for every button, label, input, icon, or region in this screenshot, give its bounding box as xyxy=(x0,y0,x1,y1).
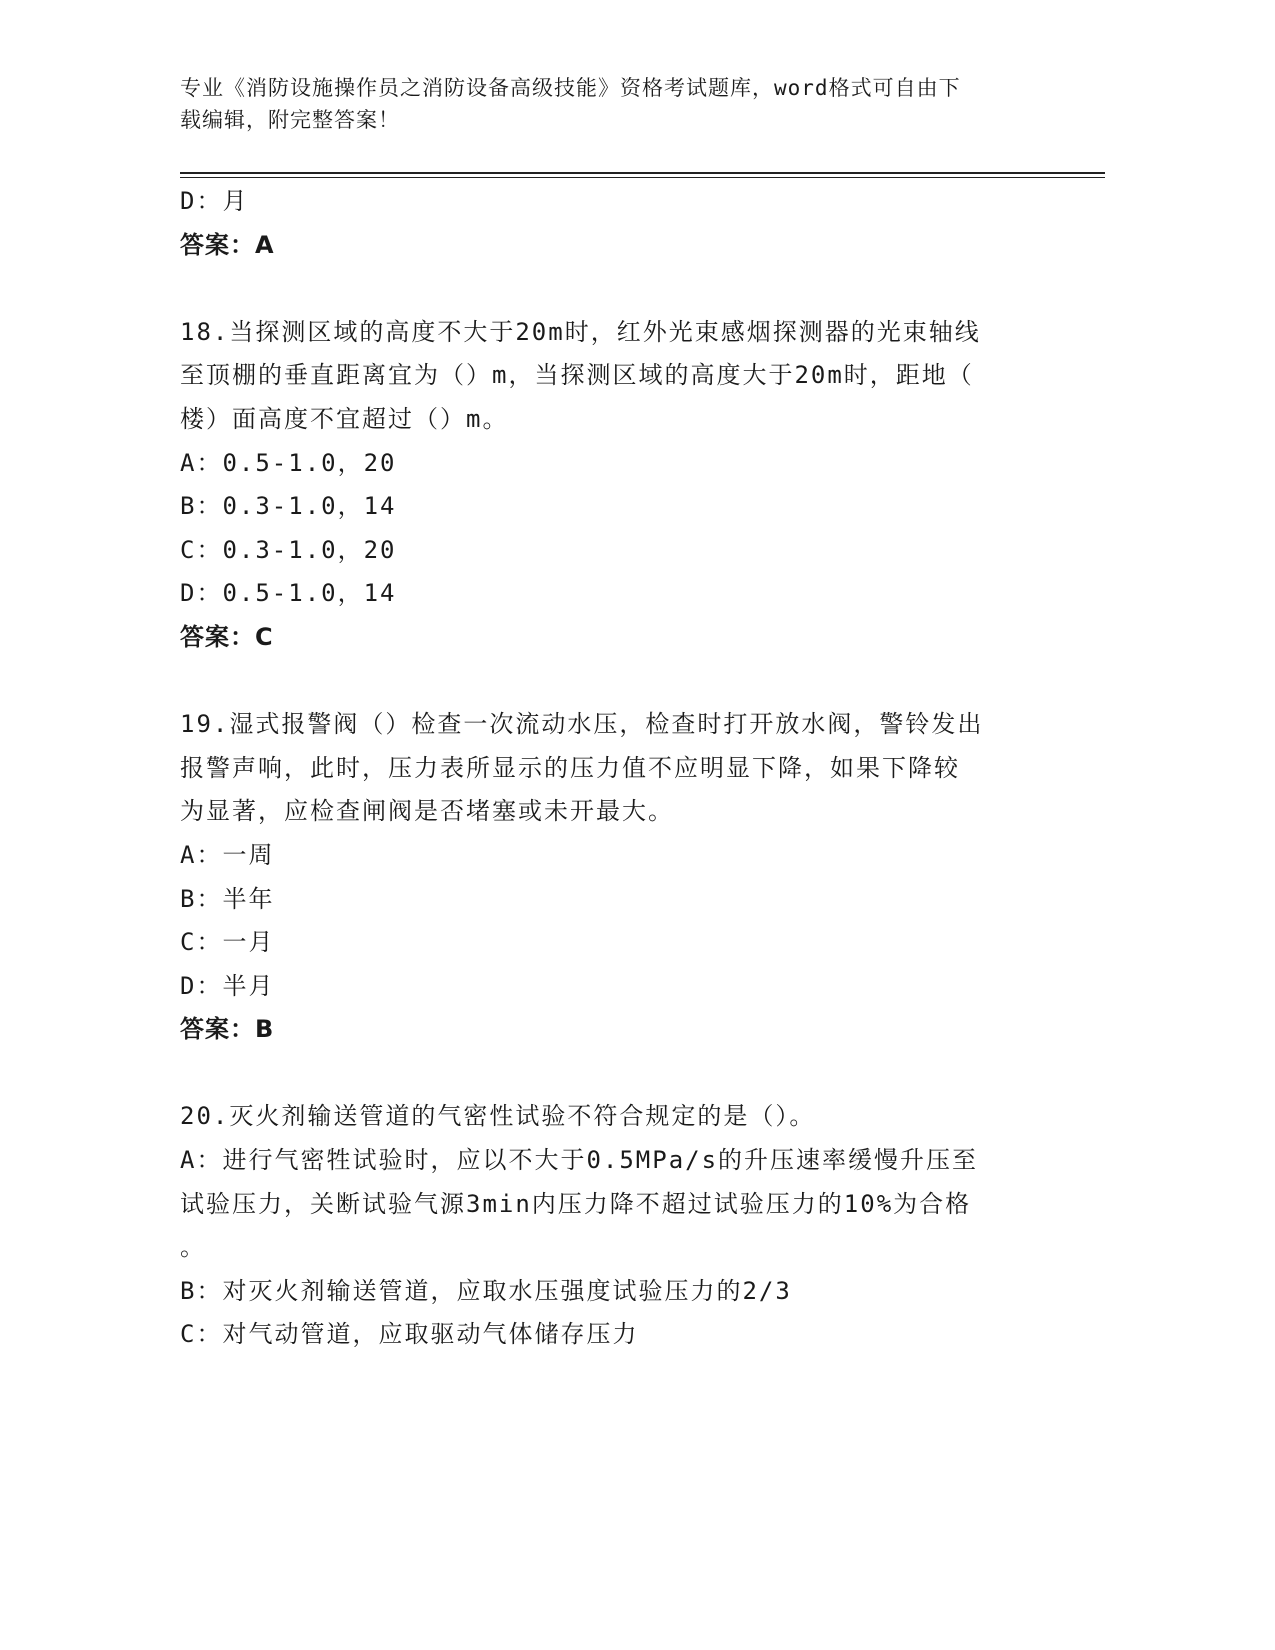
option-a: A：进行气密牲试验时，应以不大于0.5MPa/s的升压速率缓慢升压至 xyxy=(180,1146,979,1175)
header-rule-thick xyxy=(180,172,1105,174)
spacer xyxy=(180,267,1040,311)
question-18 xyxy=(180,311,1040,660)
option-a: A：0.5-1.0，20 xyxy=(180,448,397,477)
document-header xyxy=(180,72,1060,136)
header-line-1: 专业《消防设施操作员之消防设备高级技能》资格考试题库，word格式可自由下 xyxy=(180,76,961,100)
option-b: B：半年 xyxy=(180,884,275,913)
option-d: D：0.5-1.0，14 xyxy=(180,579,397,608)
question-text-line: 为显著，应检查闸阀是否堵塞或未开最大。 xyxy=(180,797,674,826)
header-line-2: 载编辑，附完整答案！ xyxy=(180,108,400,132)
option-b: B：0.3-1.0，14 xyxy=(180,492,397,521)
option-c: C：对气动管道，应取驱动气体储存压力 xyxy=(180,1320,639,1349)
option-d: D：半月 xyxy=(180,971,275,1000)
question-text-line: 18.当探测区域的高度不大于20m时，红外光束感烟探测器的光束轴线 xyxy=(180,317,981,346)
option-c: C：0.3-1.0，20 xyxy=(180,535,397,564)
option-d: D：月 xyxy=(180,187,249,215)
option-a: A：一周 xyxy=(180,840,275,869)
spacer xyxy=(180,660,1040,704)
question-text-line: 20.灭火剂输送管道的气密性试验不符合规定的是（）。 xyxy=(180,1102,816,1131)
answer-line: 答案：B xyxy=(180,1015,275,1044)
option-b: B：对灭火剂输送管道，应取水压强度试验压力的2/3 xyxy=(180,1276,792,1305)
option-a-continued: 。 xyxy=(180,1233,206,1262)
answer-line: 答案：A xyxy=(180,230,275,259)
header-rule-thin xyxy=(180,177,1105,178)
document-body xyxy=(180,180,1040,1357)
question-20 xyxy=(180,1095,1040,1357)
spacer xyxy=(180,1052,1040,1096)
previous-question-tail xyxy=(180,180,1040,267)
answer-line: 答案：C xyxy=(180,622,274,651)
option-a-continued: 试验压力，关断试验气源3min内压力降不超过试验压力的10%为合格 xyxy=(180,1189,972,1218)
question-19 xyxy=(180,703,1040,1052)
question-text-line: 19.湿式报警阀（）检查一次流动水压，检查时打开放水阀，警铃发出 xyxy=(180,710,984,739)
question-text-line: 至顶棚的垂直距离宜为（）m，当探测区域的高度大于20m时，距地（ xyxy=(180,361,974,390)
option-c: C：一月 xyxy=(180,928,275,957)
question-text-line: 楼）面高度不宜超过（）m。 xyxy=(180,404,509,433)
question-text-line: 报警声响，此时，压力表所显示的压力值不应明显下降，如果下降较 xyxy=(180,753,960,782)
